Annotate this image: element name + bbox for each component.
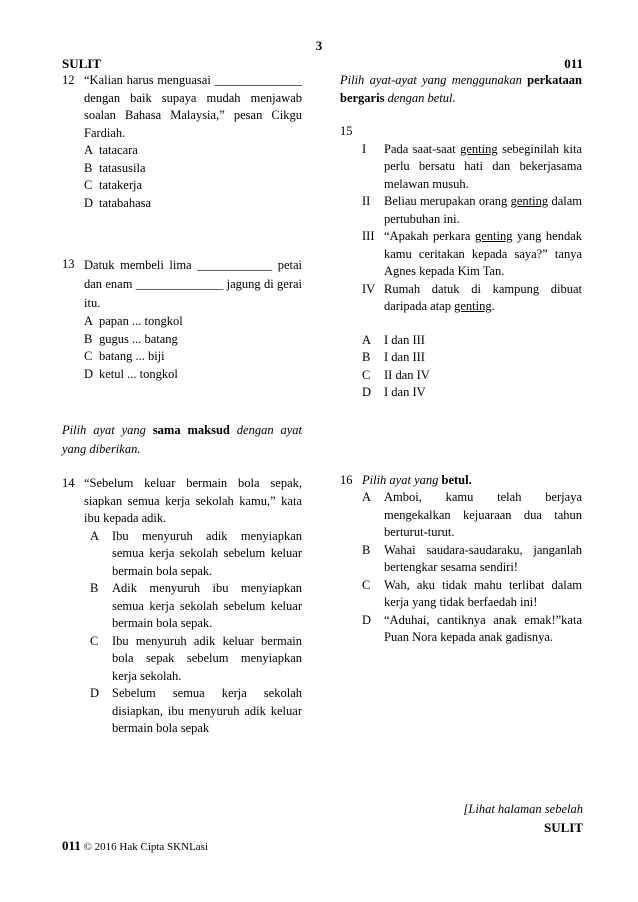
statement-i [362,141,582,194]
instruction-same-meaning [62,421,302,459]
paper-code-header: 011 [564,56,583,71]
option-letter: B [84,331,93,346]
option-text: tatacara [99,143,138,157]
option-d[interactable] [84,366,302,384]
statement-text: Rumah datuk di kampung dibuat daripada atap genting. [384,281,582,313]
question-instruction: Pilih ayat yang betul. [362,472,472,487]
option-letter: A [90,528,100,543]
option-text: Wah, aku tidak mahu terlibat dalam kerja yang tidak berfaedah ini! [384,577,582,609]
option-d[interactable] [84,195,302,213]
option-letter: C [84,349,93,363]
option-text: ketul ... tongkol [99,366,178,381]
instruction-underlined-words [340,72,582,107]
option-text: Ibu menyuruh adik keluar bermain bola sepak sebelum menyiapkan kerja sekolah. [112,633,302,683]
option-c[interactable] [84,177,302,195]
option-letter: C [362,367,371,382]
instruction-text: dengan betul. [384,90,456,105]
statement-text: Pada saat-saat genting sebeginilah kita perlu bersatu hati dan bekerjasama melawan musuh. [384,141,582,191]
question-12 [62,72,302,212]
option-b[interactable] [84,160,302,178]
option-letter: B [84,160,93,175]
statement-text: “Apakah perkara genting yang hendak kamu ceritakan kepada saya?” tanya Agnes kepada Kim Tan. [384,229,582,278]
next-page-note: [Lihat halaman sebelah [463,802,583,816]
roman-numeral: IV [362,281,376,296]
option-b[interactable] [84,331,302,349]
option-c[interactable] [362,577,582,612]
option-text: I dan IV [384,385,426,399]
instruction-text: dengan ayat yang diberikan. [62,423,302,456]
option-text: Wahai saudara-saudaraku, janganlah bertengkar sesama sendiri! [384,542,582,574]
option-text: I dan III [384,332,425,347]
statement-ii [362,193,582,228]
option-b[interactable] [362,542,582,577]
option-letter: A [362,490,372,504]
option-text: tatasusila [99,160,146,175]
question-number: 14 [62,476,75,490]
option-text: Adik menyuruh ibu menyiapkan semua kerja sekolah sebelum keluar bermain bola sepak. [112,581,302,630]
statement-iii [362,228,582,281]
statement-text: Beliau merupakan orang genting dalam pertubuhan ini. [384,194,582,226]
option-text: papan ... tongkol [99,314,183,328]
option-a[interactable] [84,528,302,581]
question-14 [62,475,302,738]
option-letter: A [362,332,372,347]
question-number: 13 [62,257,75,271]
sulit-header: SULIT [62,56,102,71]
option-a[interactable] [362,332,582,350]
option-letter: C [84,178,93,192]
question-number: 15 [340,124,353,138]
question-stem: Datuk membeli lima ____________ petai dan enam ______________ jagung di gerai itu. [84,258,302,310]
copyright-text: © 2016 Hak Cipta SKNLasi [83,841,209,853]
option-text: gugus ... batang [99,331,178,346]
option-text: Amboi, kamu telah berjaya mengekalkan kejuaraan dua tahun berturut-turut. [384,490,582,539]
question-number: 12 [62,73,75,87]
question-13 [62,256,302,383]
option-b[interactable] [362,349,582,367]
option-letter: B [362,542,371,557]
option-letter: D [84,366,94,381]
option-text: “Aduhai, cantiknya anak emak!”kata Puan Nora kepada anak gadisnya. [384,612,582,644]
roman-numeral: II [362,194,371,208]
question-15 [340,123,582,402]
option-c[interactable] [84,633,302,686]
statement-iv [362,281,582,316]
option-letter: C [90,633,99,648]
option-text: Sebelum semua kerja sekolah disiapkan, ibu menyuruh adik keluar bermain bola sepak [112,686,302,735]
instruction-text: Pilih ayat-ayat yang menggunakan [340,73,528,87]
option-text: tatakerja [99,178,143,192]
option-c[interactable] [362,367,582,385]
question-number: 16 [340,472,353,487]
roman-numeral: I [362,141,367,156]
roman-numeral: III [362,229,375,243]
option-letter: D [84,195,94,210]
option-letter: B [362,350,371,364]
footer-copyright [62,838,208,854]
left-column [62,72,302,738]
option-a[interactable] [84,142,302,160]
option-b[interactable] [84,580,302,633]
option-letter: C [362,577,371,592]
option-d[interactable] [362,612,582,647]
option-text: II dan IV [384,367,430,382]
question-stem: “Kalian harus menguasai ______________ dengan baik supaya mudah menjawab soalan Bahasa Malaysia,” pesan Cikgu Fardiah. [84,73,302,140]
option-letter: A [84,143,94,157]
option-letter: D [90,686,100,700]
option-text: batang ... biji [99,349,165,363]
option-a[interactable] [362,489,582,542]
page-number: 3 [315,38,323,53]
option-d[interactable] [362,384,582,402]
question-stem: “Sebelum keluar bermain bola sepak, siapkan semua kerja sekolah kamu,” kata ibu kepada adik. [84,476,302,525]
option-text: tatabahasa [99,195,152,210]
option-text: I dan III [384,350,425,364]
option-c[interactable] [84,348,302,366]
option-text: Ibu menyuruh adik menyiapkan semua kerja sekolah sebelum keluar bermain bola sepak. [112,528,302,578]
option-letter: A [84,314,94,328]
option-d[interactable] [84,685,302,738]
instruction-text: Pilih ayat yang [62,423,153,437]
option-a[interactable] [84,313,302,331]
instruction-bold: sama maksud [152,423,230,437]
instruction-bold: perkataan bergaris [340,73,582,105]
option-letter: B [90,581,99,595]
option-letter: D [362,612,372,627]
right-column [340,72,582,647]
question-16 [340,472,582,647]
paper-code-footer: 011 [62,838,81,853]
sulit-footer: SULIT [543,820,583,835]
option-letter: D [362,385,372,399]
